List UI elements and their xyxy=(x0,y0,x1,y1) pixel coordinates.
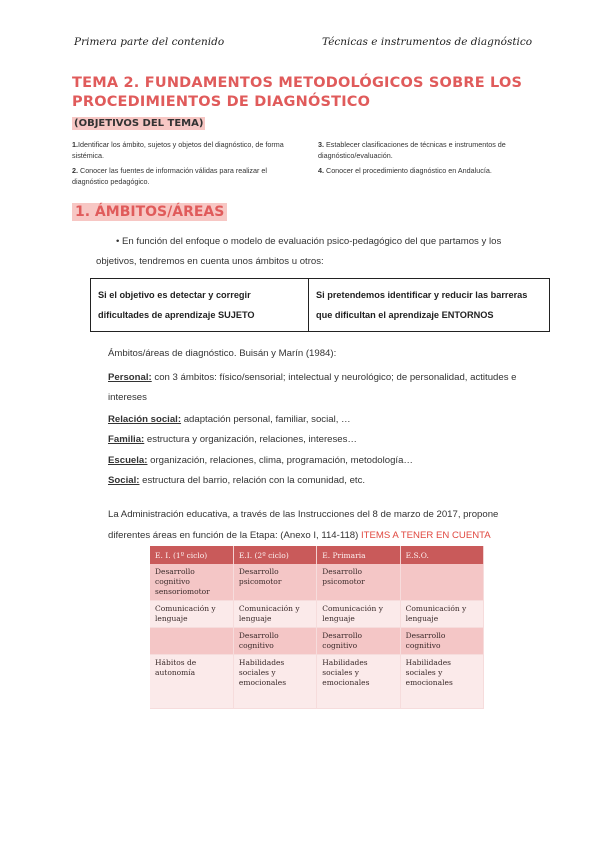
table-row xyxy=(150,564,484,601)
ambito-text: con 3 ámbitos: físico/sensorial; intelectual y neurológico; de personalidad, actitudes e intereses xyxy=(108,372,517,403)
etapa-header: E.I. (2º ciclo) xyxy=(233,546,316,564)
objective-number: 1. xyxy=(72,140,78,149)
ambito-escuela xyxy=(108,451,548,471)
admin-line-2-text: diferentes áreas en función de la Etapa: (Anexo I, 114-118) xyxy=(108,530,361,541)
comparison-table xyxy=(90,278,550,332)
ambito-label: Personal: xyxy=(108,372,152,383)
table-cell: Desarrollo cognitivo xyxy=(317,628,400,655)
header-right: Técnicas e instrumentos de diagnóstico xyxy=(322,36,533,48)
etapa-table xyxy=(150,546,484,709)
ambitos-heading: Ámbitos/áreas de diagnóstico. Buisán y Marín (1984): xyxy=(108,348,337,359)
etapa-header: E. Primaria xyxy=(317,546,400,564)
ambito-text: estructura del barrio, relación con la comunidad, etc. xyxy=(139,475,366,486)
objective-text: Conocer las fuentes de información válidas para realizar el diagnóstico pedagógico. xyxy=(72,166,267,186)
etapa-header: E. I. (1º ciclo) xyxy=(150,546,233,564)
ambito-text: estructura y organización, relaciones, intereses… xyxy=(144,434,358,445)
ambito-personal xyxy=(108,368,548,408)
ambito-familia xyxy=(108,430,548,450)
table-cell: Hábitos de autonomía xyxy=(150,655,233,709)
table-cell: Desarrollo cognitivo xyxy=(400,628,483,655)
header-left: Primera parte del contenido xyxy=(74,36,225,48)
etapa-header: E.S.O. xyxy=(400,546,483,564)
table-cell: Habilidades sociales y emocionales xyxy=(400,655,483,709)
objective-2 xyxy=(72,165,302,187)
comparison-sujeto: Si el objetivo es detectar y corregir dificultades de aprendizaje SUJETO xyxy=(91,279,309,332)
table-row xyxy=(150,601,484,628)
objective-number: 4. xyxy=(318,166,324,175)
page-title: TEMA 2. FUNDAMENTOS METODOLÓGICOS SOBRE LOS PROCEDIMIENTOS DE DIAGNÓSTICO xyxy=(72,75,523,110)
objective-1 xyxy=(72,139,302,161)
objective-text: Establecer clasificaciones de técnicas e instrumentos de diagnóstico/evaluación. xyxy=(318,140,506,160)
objective-number: 2. xyxy=(72,166,78,175)
table-cell: Comunicación y lenguaje xyxy=(150,601,233,628)
table-cell: Habilidades sociales y emocionales xyxy=(317,655,400,709)
table-cell: Comunicación y lenguaje xyxy=(317,601,400,628)
table-cell: Desarrollo psicomotor xyxy=(317,564,400,601)
objective-4 xyxy=(318,165,548,176)
table-cell xyxy=(150,628,233,655)
intro-line-1: • En función del enfoque o modelo de evaluación psico-pedagógico del que partamos y los xyxy=(116,236,502,247)
table-cell: Desarrollo cognitivo xyxy=(233,628,316,655)
objective-text: Conocer el procedimiento diagnóstico en Andalucía. xyxy=(324,166,492,175)
ambito-label: Familia: xyxy=(108,434,145,445)
ambito-label: Escuela: xyxy=(108,455,148,466)
objective-number: 3. xyxy=(318,140,324,149)
etapa-header-row xyxy=(150,546,484,564)
table-cell: Desarrollo psicomotor xyxy=(233,564,316,601)
ambito-label: Relación social: xyxy=(108,414,182,425)
objective-3 xyxy=(318,139,548,161)
table-cell: Comunicación y lenguaje xyxy=(233,601,316,628)
section-heading xyxy=(72,204,227,220)
table-cell: Habilidades sociales y emocionales xyxy=(233,655,316,709)
table-row xyxy=(150,655,484,709)
objective-text: Identificar los ámbito, sujetos y objetos del diagnóstico, de forma sistémica. xyxy=(72,140,284,160)
table-cell: Comunicación y lenguaje xyxy=(400,601,483,628)
admin-line-1: La Administración educativa, a través de las Instrucciones del 8 de marzo de 2017, propone xyxy=(108,509,499,520)
ambito-social xyxy=(108,471,548,491)
section-heading-text: 1. ÁMBITOS/ÁREAS xyxy=(72,203,227,221)
intro-line-2: objetivos, tendremos en cuenta unos ámbitos u otros: xyxy=(96,256,324,267)
ambito-text: organización, relaciones, clima, programación, metodología… xyxy=(147,455,414,466)
table-cell: Desarrollo cognitivo sensoriomotor xyxy=(150,564,233,601)
table-cell xyxy=(400,564,483,601)
objectives-heading-text: (OBJETIVOS DEL TEMA) xyxy=(74,118,204,129)
comparison-row xyxy=(91,279,550,332)
admin-line-2 xyxy=(108,528,491,543)
comparison-entornos: Si pretendemos identificar y reducir las barreras que dificultan el aprendizaje ENTORNOS xyxy=(309,279,550,332)
ambito-label: Social: xyxy=(108,475,140,486)
objectives-heading xyxy=(72,118,205,129)
ambito-text: adaptación personal, familiar, social, … xyxy=(181,414,351,425)
items-highlight: ITEMS A TENER EN CUENTA xyxy=(360,530,491,541)
ambito-relacion-social xyxy=(108,410,548,430)
table-row xyxy=(150,628,484,655)
